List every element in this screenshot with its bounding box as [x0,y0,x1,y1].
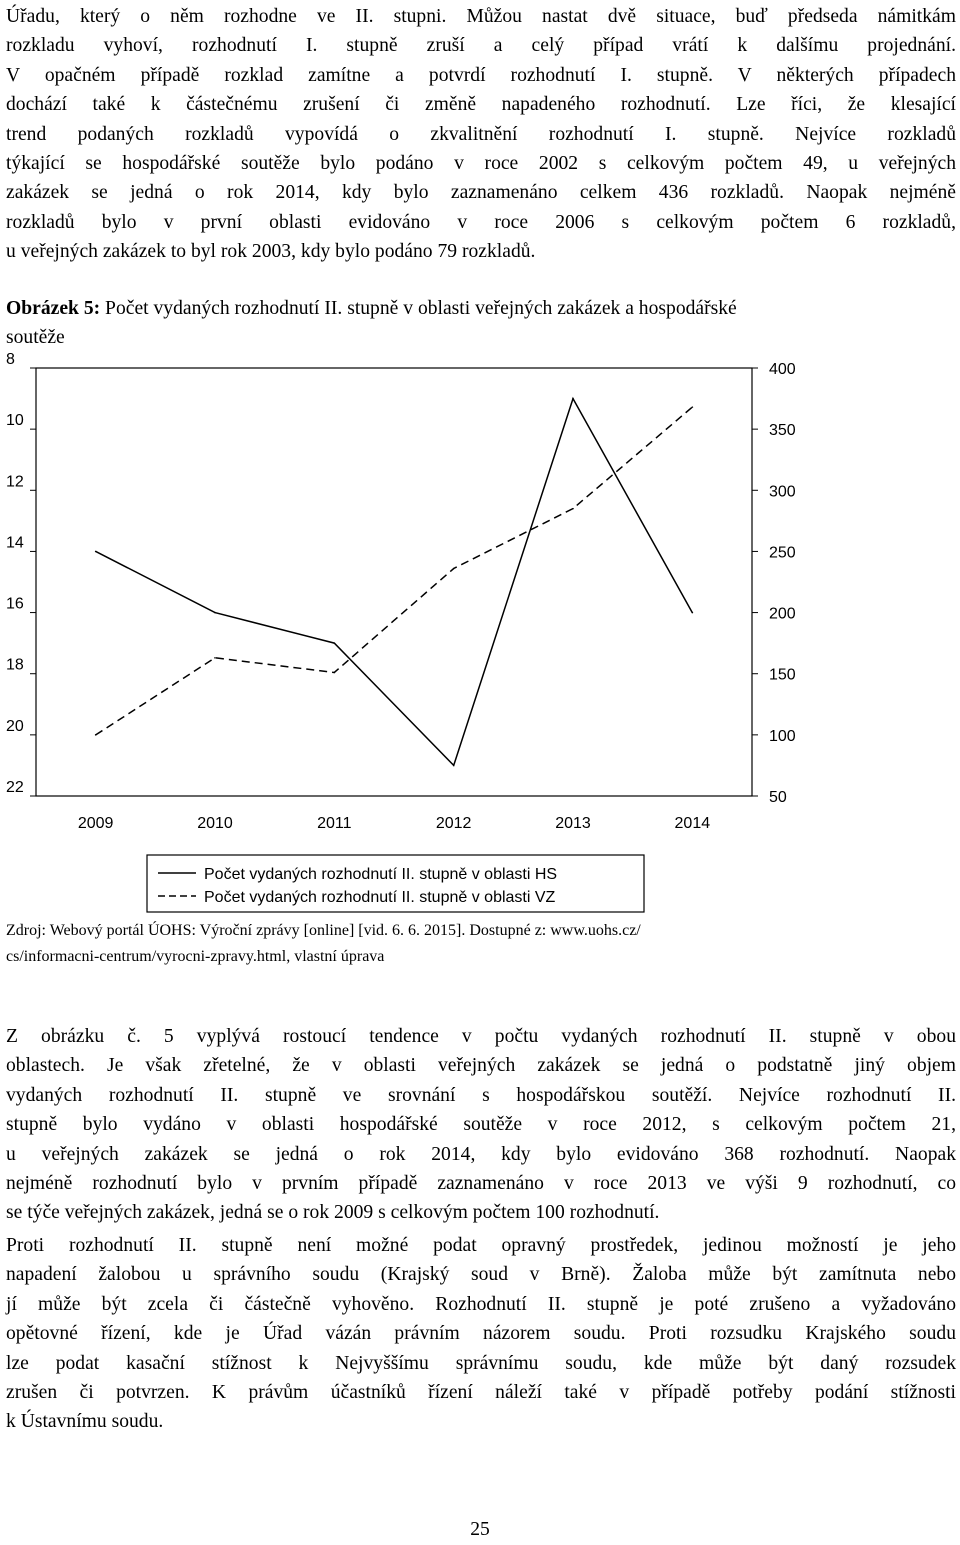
series-point-vz [453,568,455,570]
x-tick-label: 2010 [197,815,233,832]
text-line: jí může být zcela či částečně vyhověno. Rozhodnutí II. stupně je poté zrušeno a vyžadováno [6,1293,956,1315]
text-line: napadení žalobou u správního soudu (Krajský soud v Brně). Žaloba může být zamítnuta nebo [6,1264,956,1286]
left-tick-label: 18 [6,656,24,674]
left-tick-label: 14 [6,534,24,552]
right-tick-label: 250 [769,544,796,562]
series-line-hs [96,399,693,766]
right-tick-label: 300 [769,483,796,501]
text-line: zrušen či potvrzen. K právům účastníků řízení náleží také v případě potřeby podání stížnosti [6,1382,956,1404]
left-tick-label: 10 [6,412,24,430]
right-tick-label: 400 [769,361,796,378]
series-point-vz [214,657,216,659]
series-line-vz [96,407,693,735]
x-tick-label: 2009 [77,815,114,832]
text-line: oblastech. Je však zřetelné, že v oblasti veřejných zakázek se jedná o podstatně jiný objem [6,1055,956,1077]
page-number: 25 [470,1519,490,1540]
series-point-vz [692,406,694,408]
x-tick-label: 2013 [555,815,591,832]
text-line: u veřejných zakázek se jedná o rok 2014, kdy bylo evidováno 368 rozhodnutí. Naopak [6,1143,956,1165]
text-line: nejméně rozhodnutí bylo v prvním případě zaznamenáno v roce 2013 ve výši 9 rozhodnutí, co [6,1173,956,1195]
figure-title-line2: soutěže [6,327,65,349]
text-line: se týče veřejných zakázek, jedná se o rok 2009 s celkovým počtem 100 rozhodnutí. [6,1202,660,1224]
right-tick-label: 50 [769,789,787,806]
figure-label: Obrázek 5: [6,298,101,319]
text-line: rozkladů bylo v první oblasti evidováno v roce 2006 s celkovým počtem 6 rozkladů, [6,211,956,233]
right-tick-label: 150 [769,666,796,684]
x-tick-label: 2014 [674,815,711,832]
right-tick-label: 200 [769,605,796,623]
x-tick-label: 2012 [435,815,472,832]
paragraph-appeal [6,1231,956,1437]
series-point-vz [572,508,574,510]
text-line: Z obrázku č. 5 vyplývá rostoucí tendence v počtu vydaných rozhodnutí II. stupně v obou [6,1026,956,1047]
left-tick-label: 16 [6,595,24,613]
series-point-hs [334,642,336,644]
legend-label-hs: Počet vydaných rozhodnutí II. stupně v oblasti HS [204,866,558,883]
series-point-vz [334,672,336,674]
left-tick-label: 12 [6,473,24,491]
series-point-hs [453,765,455,767]
text-line: trend podaných rozkladů vypovídá o zkvalitnění rozhodnutí I. stupně. Nejvíce rozkladů [6,123,956,145]
text-line: Proti rozhodnutí II. stupně není možné podat opravný prostředek, jedinou možností je jeho [6,1235,956,1256]
figure-title-line1: Počet vydaných rozhodnutí II. stupně v oblasti veřejných zakázek a hospodářské [100,298,737,319]
paragraph-intro [6,2,956,267]
line-chart [0,350,960,915]
series-point-hs [692,612,694,614]
plot-frame [36,368,752,796]
series-point-hs [214,612,216,614]
text-line: k Ústavnímu soudu. [6,1411,164,1433]
text-line: lze podat kasační stížnost k Nejvyššímu správnímu soudu, kde může být daný rozsudek [6,1352,956,1374]
left-tick-label: 22 [6,779,24,796]
source-line2: cs/informacni-centrum/vyrocni-zpravy.html, vlastní úprava [6,948,385,965]
legend-label-vz: Počet vydaných rozhodnutí II. stupně v oblasti VZ [204,889,556,906]
left-tick-label: 20 [6,717,24,735]
x-tick-label: 2011 [317,815,352,832]
text-line: zakázek se jedná o rok 2014, kdy bylo zaznamenáno celkem 436 rozkladů. Naopak nejméně [6,182,956,204]
text-line: vydaných rozhodnutí II. stupně ve srovnání s hospodářskou soutěží. Nejvíce rozhodnutí II. [6,1084,956,1106]
figure-source [6,918,956,970]
series-point-vz [95,734,97,736]
source-line1: Zdroj: Webový portál ÚOHS: Výroční zprávy [online] [vid. 6. 6. 2015]. Dostupné z: www.uohs.cz/ [6,922,641,939]
text-line: opětovné řízení, kde je Úřad vázán právním názorem soudu. Proti rozsudku Krajského soudu [6,1323,956,1345]
text-line: dochází také k částečnému zrušení či změně napadeného rozhodnutí. Lze říci, že klesající [6,94,956,116]
chart-legend [147,855,644,912]
series-point-hs [95,551,97,553]
right-tick-label: 100 [769,727,796,745]
left-tick-label: 8 [6,351,15,368]
text-line: Úřadu, který o něm rozhodne ve II. stupni. Můžou nastat dvě situace, buď předseda námitkám [6,6,956,27]
text-line: u veřejných zakázek to byl rok 2003, kdy bylo podáno 79 rozkladů. [6,241,536,263]
paragraph-analysis [6,1022,956,1228]
text-line: stupně bylo vydáno v oblasti hospodářské soutěže v roce 2012, s celkovým počtem 21, [6,1114,956,1136]
series-point-hs [572,398,574,400]
text-line: rozkladu vyhoví, rozhodnutí I. stupně zruší a celý případ vrátí k dalšímu projednání. [6,35,956,57]
text-line: týkající se hospodářské soutěže bylo podáno v roce 2002 s celkovým počtem 49, u veřejných [6,153,956,175]
text-line: V opačném případě rozklad zamítne a potvrdí rozhodnutí I. stupně. V některých případech [6,64,956,86]
figure-caption [6,294,956,353]
right-tick-label: 350 [769,422,796,440]
